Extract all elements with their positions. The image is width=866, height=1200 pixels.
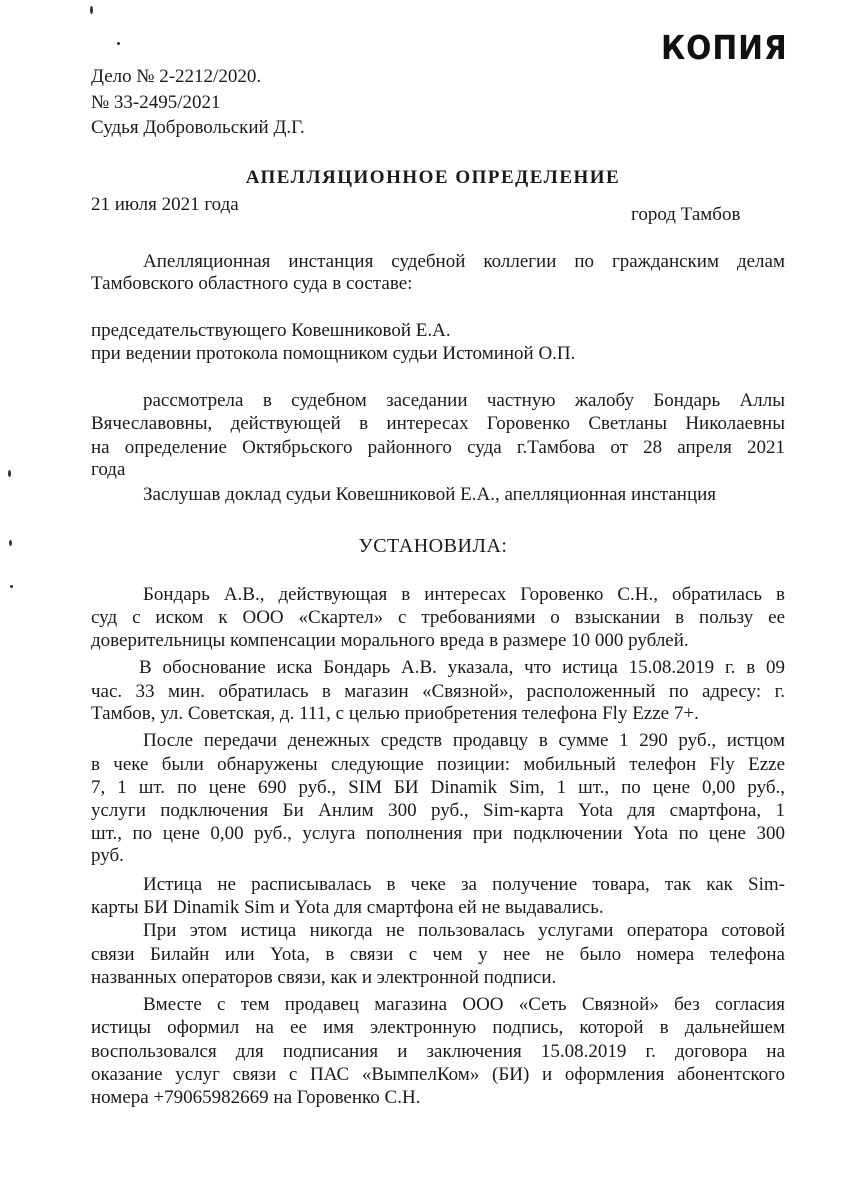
body-line: в чеке были обнаружены следующие позиции: мобильный телефон Fly Ezze	[91, 754, 785, 775]
considered-line: рассмотрела в судебном заседании частную жалобу Бондарь Аллы	[143, 390, 785, 411]
body-line: номера +79065982669 на Горовенко С.Н.	[91, 1087, 421, 1108]
case-number: Дело № 2-2212/2020.	[91, 66, 262, 87]
scan-speck	[117, 42, 120, 45]
body-line: Бондарь А.В., действующая в интересах Горовенко С.Н., обратилась в	[143, 584, 785, 605]
judge-name: Судья Добровольский Д.Г.	[91, 117, 305, 138]
considered-line: Заслушав доклад судьи Ковешниковой Е.А., апелляционная инстанция	[143, 484, 717, 505]
body-line: воспользовался для подписания и заключения 15.08.2019 г. договора на	[91, 1041, 785, 1062]
body-line: суд с иском к ООО «Скартел» с требованиями о взыскании в пользу ее	[91, 607, 785, 628]
body-line: Тамбов, ул. Советская, д. 111, с целью приобретения телефона Fly Ezze 7+.	[91, 703, 699, 724]
panel-line: председательствующего Ковешниковой Е.А.	[91, 320, 451, 341]
document-title: АПЕЛЛЯЦИОННОЕ ОПРЕДЕЛЕНИЕ	[245, 167, 621, 188]
body-line: оказание услуг связи с ПАС «ВымпелКом» (БИ) и оформления абонентского	[91, 1064, 785, 1085]
intro-line: Тамбовского областного суда в составе:	[91, 273, 413, 294]
body-line: истицы оформил на ее имя электронную подпись, которой в дальнейшем	[91, 1017, 785, 1038]
document-city: город Тамбов	[631, 204, 741, 225]
body-line: карты БИ Dinamik Sim и Yota для смартфона ей не выдавались.	[91, 897, 604, 918]
appeal-number: № 33-2495/2021	[91, 92, 221, 113]
body-line: услуги подключения Би Анлим 300 руб., Sim-карта Yota для смартфона, 1	[91, 800, 785, 821]
body-line: час. 33 мин. обратилась в магазин «Связной», расположенный по адресу: г.	[91, 681, 785, 702]
established-heading: УСТАНОВИЛА:	[358, 535, 508, 557]
body-line: связи Билайн или Yota, в связи с чем у нее не было номера телефона	[91, 944, 785, 965]
considered-line: на определение Октябрьского районного суда г.Тамбова от 28 апреля 2021	[91, 437, 785, 458]
considered-line: года	[91, 459, 126, 480]
scan-speck	[90, 6, 93, 14]
body-line: руб.	[91, 845, 124, 866]
body-line: В обоснование иска Бондарь А.В. указала, что истица 15.08.2019 г. в 09	[139, 657, 785, 678]
considered-line: Вячеславовны, действующей в интересах Горовенко Светланы Николаевны	[91, 413, 785, 434]
document-date: 21 июля 2021 года	[91, 194, 239, 215]
scan-speck	[10, 585, 13, 588]
copy-stamp: КОПИЯ	[661, 28, 788, 67]
body-line: шт., по цене 0,00 руб., услуга пополнения при подключении Yota по цене 300	[91, 823, 785, 844]
body-line: 7, 1 шт. по цене 690 руб., SIM БИ Dinamik Sim, 1 шт., по цене 0,00 руб.,	[91, 777, 785, 798]
intro-line: Апелляционная инстанция судебной коллегии по гражданским делам	[143, 251, 785, 272]
scan-speck	[8, 470, 11, 477]
body-line: При этом истица никогда не пользовалась услугами оператора сотовой	[143, 920, 785, 941]
body-line: После передачи денежных средств продавцу в сумме 1 290 руб., истцом	[143, 730, 785, 751]
panel-line: при ведении протокола помощником судьи Истоминой О.П.	[91, 343, 576, 364]
body-line: Вместе с тем продавец магазина ООО «Сеть Связной» без согласия	[143, 994, 785, 1015]
body-line: названных операторов связи, как и электронной подписи.	[91, 967, 557, 988]
body-line: Истица не расписывалась в чеке за получение товара, так как Sim-	[143, 874, 785, 895]
body-line: доверительницы компенсации морального вреда в размере 10 000 рублей.	[91, 630, 689, 651]
